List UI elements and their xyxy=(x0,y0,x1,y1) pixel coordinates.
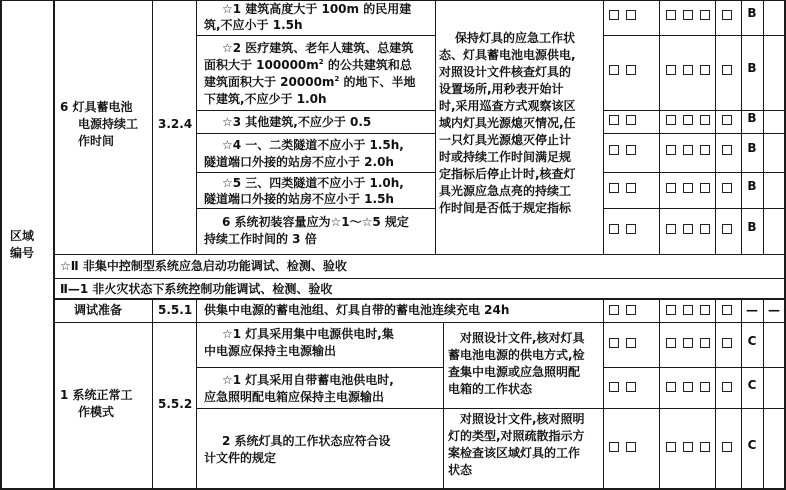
checkbox[interactable] xyxy=(666,224,676,234)
method-6-line: 具光源应急点亮的持续工 xyxy=(439,184,572,198)
prep-dash: — xyxy=(768,303,780,317)
item-6-title-line1: 6 灯具蓄电池 xyxy=(60,100,133,114)
checkbox[interactable] xyxy=(609,382,619,392)
req-1-1-line2: 中电源应保持主电源输出 xyxy=(204,344,337,358)
checkbox[interactable] xyxy=(722,65,732,75)
checkbox[interactable] xyxy=(666,145,676,155)
checkbox[interactable] xyxy=(609,305,619,315)
rule xyxy=(741,298,742,490)
req-1-2-line2: 应急照明配电箱应保持主电源输出 xyxy=(204,390,385,404)
req-1-3-line2: 计文件的规定 xyxy=(204,451,277,465)
checkbox[interactable] xyxy=(609,183,619,193)
checkbox[interactable] xyxy=(609,442,619,452)
rule xyxy=(152,0,153,254)
checkbox[interactable] xyxy=(626,382,636,392)
checkbox[interactable] xyxy=(722,145,732,155)
req-1-1-line1: ☆1 灯具采用集中电源供电时,集 xyxy=(222,327,394,341)
method-1a-line: 蓄电池电源的供电方式,检 xyxy=(448,348,585,362)
rule xyxy=(196,298,197,490)
checkbox[interactable] xyxy=(609,224,619,234)
rule xyxy=(435,0,436,254)
checkbox[interactable] xyxy=(700,115,710,125)
item-1-clause: 5.5.2 xyxy=(158,397,193,411)
req-6-4-line1: ☆4 一、二类隧道不应小于 1.5h, xyxy=(222,138,404,152)
method-6-line: 时,采用巡查方式观察该区 xyxy=(439,99,576,113)
grade-label: B xyxy=(747,179,757,193)
method-1b-line: 状态 xyxy=(448,463,473,477)
rule xyxy=(603,133,786,134)
rule xyxy=(603,0,604,254)
checkbox[interactable] xyxy=(700,382,710,392)
checkbox[interactable] xyxy=(666,65,676,75)
rule xyxy=(659,298,660,490)
rule xyxy=(0,0,2,490)
req-6-4-line2: 隧道端口外接的站房不应小于 2.0h xyxy=(204,155,394,169)
checkbox[interactable] xyxy=(609,115,619,125)
method-1a-line: 对照设计文件,核对灯具 xyxy=(460,331,585,345)
checkbox[interactable] xyxy=(722,183,732,193)
checkbox[interactable] xyxy=(626,305,636,315)
checkbox[interactable] xyxy=(666,10,676,20)
checkbox[interactable] xyxy=(700,338,710,348)
checkbox[interactable] xyxy=(700,10,710,20)
req-1-3-line1: 2 系统灯具的工作状态应符合设 xyxy=(222,434,391,448)
checkbox[interactable] xyxy=(722,224,732,234)
checkbox[interactable] xyxy=(683,10,693,20)
prep-dash: — xyxy=(746,303,758,317)
req-6-3: ☆3 其他建筑,不应少于 0.5 xyxy=(222,115,372,129)
checkbox[interactable] xyxy=(683,442,693,452)
checkbox[interactable] xyxy=(683,115,693,125)
item-1-title-line1: 1 系统正常工 xyxy=(60,388,133,402)
checkbox[interactable] xyxy=(722,338,732,348)
req-6-2-line2: 面积大于 $100000m^2$ 的公共建筑和总 xyxy=(204,58,412,72)
checkbox[interactable] xyxy=(683,183,693,193)
rule xyxy=(53,0,55,490)
grade-label: C xyxy=(747,378,757,392)
checkbox[interactable] xyxy=(626,183,636,193)
checkbox[interactable] xyxy=(666,442,676,452)
req-6-1-line1: ☆1 建筑高度大于 100m 的民用建 xyxy=(222,2,412,16)
grade-label: B xyxy=(747,111,757,125)
item-6-title-line3: 作时间 xyxy=(78,134,115,148)
checkbox[interactable] xyxy=(609,145,619,155)
checkbox[interactable] xyxy=(700,224,710,234)
rule xyxy=(196,367,443,368)
checkbox[interactable] xyxy=(722,10,732,20)
method-1b-line: 案检查该区域灯具的工作 xyxy=(448,446,581,460)
rule xyxy=(196,408,443,409)
req-6-2-line4: 下建筑,不应少于 1.0h xyxy=(204,92,327,106)
req-6-5-line2: 隧道端口外接的站房不应小于 1.5h xyxy=(204,192,394,206)
checkbox[interactable] xyxy=(626,10,636,20)
grade-label: C xyxy=(747,438,757,452)
rule xyxy=(54,278,786,279)
checkbox[interactable] xyxy=(666,115,676,125)
checkbox[interactable] xyxy=(666,338,676,348)
method-6-line: 时或持续工作时间满足规 xyxy=(439,150,572,164)
item-6-clause: 3.2.4 xyxy=(158,117,193,131)
checkbox[interactable] xyxy=(722,442,732,452)
checkbox[interactable] xyxy=(626,224,636,234)
checkbox[interactable] xyxy=(700,65,710,75)
rule xyxy=(443,322,444,490)
rule xyxy=(603,367,786,368)
checkbox[interactable] xyxy=(700,145,710,155)
checkbox[interactable] xyxy=(626,65,636,75)
rule xyxy=(763,298,764,490)
rule xyxy=(196,35,435,36)
checkbox[interactable] xyxy=(626,338,636,348)
checkbox[interactable] xyxy=(683,305,693,315)
grade-label: B xyxy=(747,61,757,75)
rule xyxy=(196,172,435,173)
item-6-title-line2: 电源持续工 xyxy=(78,117,139,131)
rule xyxy=(603,208,786,209)
rule xyxy=(54,322,786,323)
method-6-line: 定指标后停止计时,核查灯 xyxy=(439,167,576,181)
checkbox[interactable] xyxy=(666,183,676,193)
rule xyxy=(54,298,786,300)
method-6-line: 设置场所,用秒表开始计 xyxy=(439,82,564,96)
checkbox[interactable] xyxy=(683,65,693,75)
req-1-2-line1: ☆1 灯具采用自带蓄电池供电时, xyxy=(222,373,394,387)
rule xyxy=(54,254,786,255)
method-6-line: 作时间是否低于规定指标 xyxy=(439,201,572,215)
rule xyxy=(715,298,716,490)
rule xyxy=(741,0,742,254)
req-6-6-line1: 6 系统初装容量应为☆1～☆5 规定 xyxy=(222,215,409,229)
checkbox[interactable] xyxy=(626,442,636,452)
method-1b-line: 对照设计文件,核对照明 xyxy=(460,412,585,426)
checkbox[interactable] xyxy=(700,442,710,452)
item-1-title-line2: 作模式 xyxy=(78,405,115,419)
heading-II-1: Ⅱ—1 非火灾状态下系统控制功能调试、检测、验收 xyxy=(60,282,333,296)
area-label-line2: 编号 xyxy=(10,246,35,260)
rule xyxy=(152,298,153,490)
method-6-line: 对照设计文件核查灯具的 xyxy=(439,65,572,79)
prep-requirement: 供集中电源的蓄电池组、灯具自带的蓄电池连续充电 24h xyxy=(204,303,510,317)
rule xyxy=(763,0,764,254)
rule xyxy=(196,110,435,111)
grade-label: B xyxy=(747,6,757,20)
rule xyxy=(603,35,786,36)
method-6-line: 一只灯具光源熄灭停止计 xyxy=(439,133,572,147)
req-6-1-line2: 筑,不应小于 1.5h xyxy=(204,18,303,32)
checkbox[interactable] xyxy=(722,115,732,125)
req-6-6-line2: 持续工作时间的 3 倍 xyxy=(204,232,317,246)
rule xyxy=(603,298,604,490)
area-label-line1: 区域 xyxy=(10,229,35,243)
rule xyxy=(443,408,786,409)
rule xyxy=(715,0,716,254)
checkbox[interactable] xyxy=(722,382,732,392)
grade-label: B xyxy=(747,220,757,234)
rule xyxy=(196,0,197,254)
checkbox[interactable] xyxy=(609,65,619,75)
checkbox[interactable] xyxy=(683,338,693,348)
checkbox[interactable] xyxy=(626,145,636,155)
method-6-line: 域内灯具光源熄灭情况,任 xyxy=(439,116,576,130)
checkbox[interactable] xyxy=(609,10,619,20)
checkbox[interactable] xyxy=(609,338,619,348)
checkbox[interactable] xyxy=(683,145,693,155)
method-1a-line: 电箱的工作状态 xyxy=(448,382,533,396)
checkbox[interactable] xyxy=(683,382,693,392)
rule xyxy=(196,133,435,134)
method-1a-line: 查集中电源或应急照明配 xyxy=(448,365,581,379)
checkbox[interactable] xyxy=(700,305,710,315)
checkbox[interactable] xyxy=(666,305,676,315)
checkbox[interactable] xyxy=(666,382,676,392)
prep-clause: 5.5.1 xyxy=(158,303,193,317)
req-6-2-line3: 建筑面积大于 $20000m^2$ 的地下、半地 xyxy=(204,75,416,89)
checkbox[interactable] xyxy=(700,183,710,193)
checkbox[interactable] xyxy=(626,115,636,125)
checkbox[interactable] xyxy=(683,224,693,234)
method-1b-line: 灯的类型,对照疏散指示方 xyxy=(448,429,585,443)
req-6-5-line1: ☆5 三、四类隧道不应小于 1.0h, xyxy=(222,176,404,190)
req-6-2-line1: ☆2 医疗建筑、老年人建筑、总建筑 xyxy=(222,41,414,55)
rule xyxy=(603,172,786,173)
grade-label: C xyxy=(747,334,757,348)
method-6-line: 态、灯具蓄电池电源供电, xyxy=(439,48,576,62)
checkbox[interactable] xyxy=(722,305,732,315)
rule xyxy=(196,208,435,209)
method-6-line: 保持灯具的应急工作状 xyxy=(455,31,576,45)
rule xyxy=(659,0,660,254)
grade-label: B xyxy=(747,141,757,155)
heading-II: ☆Ⅱ 非集中控制型系统应急启动功能调试、检测、验收 xyxy=(60,259,347,273)
prep-item: 调试准备 xyxy=(74,303,123,317)
